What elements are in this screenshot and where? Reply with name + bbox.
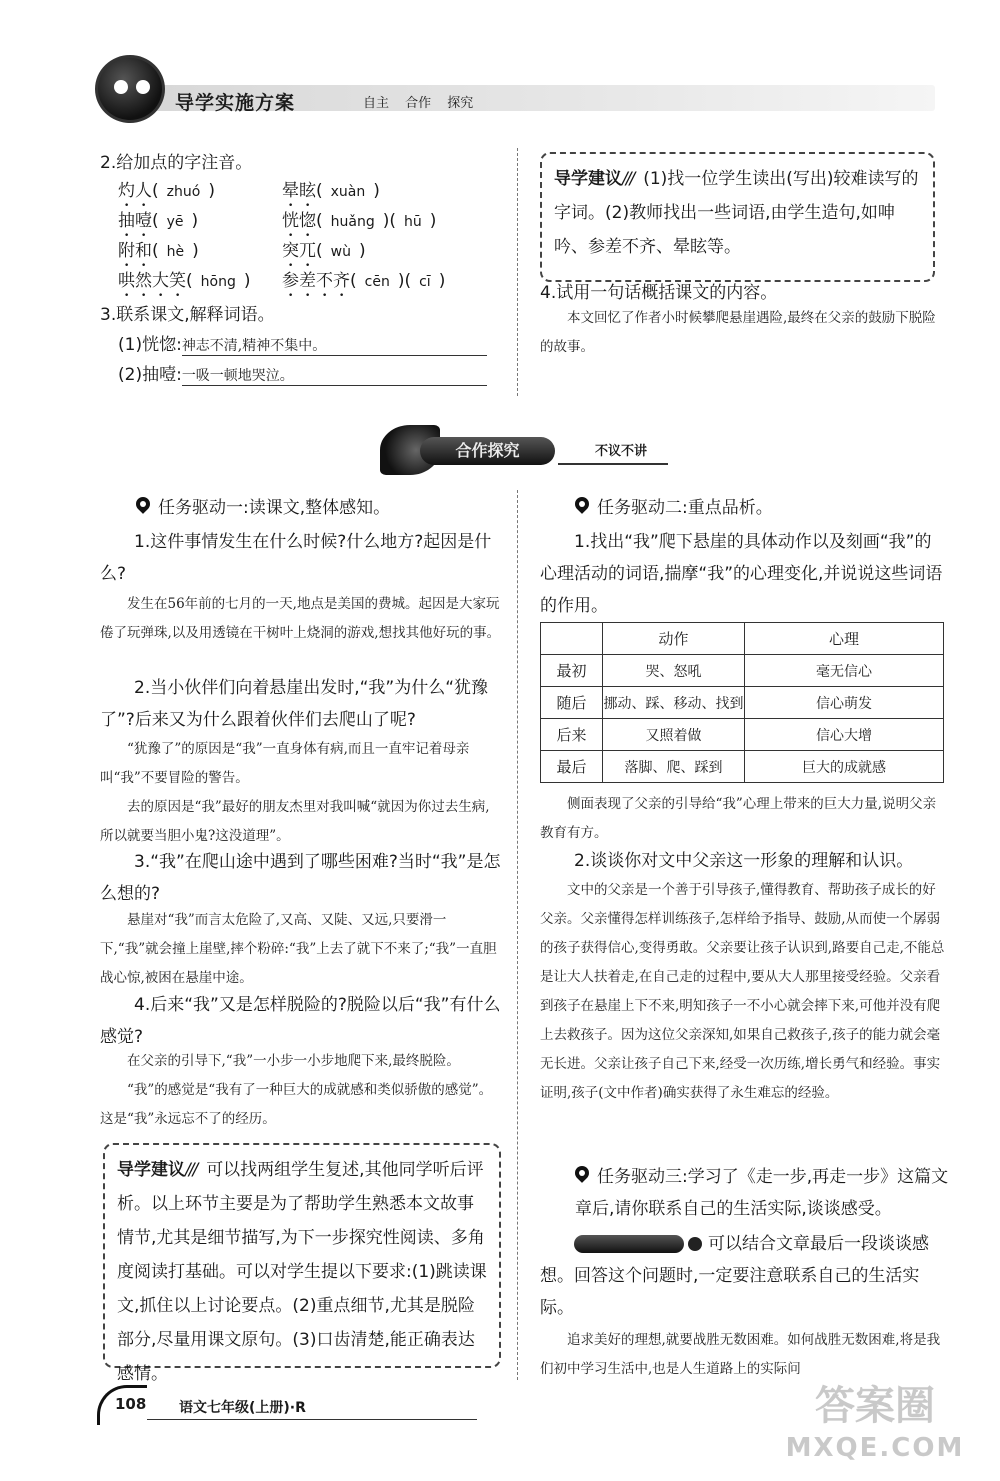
header-subtitle: 自主 合作 探究 (363, 96, 474, 111)
pinyin-value: hè (166, 244, 185, 260)
pinyin-word: 哄然大笑 (118, 271, 186, 291)
pinyin-value: cēn (364, 274, 390, 290)
page-header (95, 55, 955, 125)
q3-item-1 (118, 330, 500, 356)
q3-item-2-label: (2)抽噎: (118, 365, 182, 385)
table-row (541, 751, 944, 783)
pinyin-word: 抽噎 (118, 211, 152, 231)
task3-text: 任务驱动三:学习了《走一步,再走一步》这篇文章后,请你联系自己的生活实际,谈谈感受。 (575, 1167, 949, 1219)
table-cell: 信心萌发 (745, 687, 944, 719)
q3-item-2 (118, 360, 500, 386)
left-a1: 发生在56年前的七月的一天,地点是美国的费城。起因是大家玩倦了玩弹珠,以及用透镜在干树叶上烧洞的游戏,想找其他好玩的事。 (100, 596, 501, 641)
pinyin-item (282, 266, 445, 301)
table-cell: 随后 (541, 687, 603, 719)
pinyin-word: 恍惚 (282, 211, 316, 231)
table-header-row (541, 623, 944, 655)
pinyin-value: wù (330, 244, 351, 260)
analysis-table-body (541, 623, 944, 783)
right-q2: 2.谈谈你对文中父亲这一形象的理解和认识。 (574, 851, 914, 871)
table-header-cell (541, 623, 603, 655)
task2-heading (575, 492, 955, 524)
table-row (541, 687, 944, 719)
watermark-url: MXQE.COM (785, 1433, 965, 1463)
table-cell: 毫无信心 (745, 655, 944, 687)
pinyin-answer: ( zhuó ) (152, 181, 215, 201)
right-q1-after: 侧面表现了父亲的引导给“我”心理上带来的巨大力量,说明父亲教育有方。 (540, 796, 937, 841)
q3-item-1-answer: 神志不清,精神不集中。 (182, 335, 487, 356)
banner-title: 合作探究 (420, 437, 555, 465)
page-footer (97, 1385, 397, 1425)
section-banner (380, 425, 680, 475)
right-q1: 1.找出“我”爬下悬崖的具体动作以及刻画“我”的心理活动的词语,揣摩“我”的心理变化,并说说这些词语的作用。 (540, 532, 943, 616)
table-cell: 最后 (541, 751, 603, 783)
mascot-logo-icon (95, 55, 165, 123)
pinyin-word: 灼人 (118, 181, 152, 201)
hint-badge-icon (574, 1235, 684, 1253)
q3-item-1-label: (1)恍惚: (118, 335, 182, 355)
left-q3: 3.“我”在爬山途中遇到了哪些困难?当时“我”是怎么想的? (100, 852, 501, 904)
task3-heading (575, 1161, 950, 1225)
table-cell: 最初 (541, 655, 603, 687)
hint-line (540, 1228, 945, 1324)
tip-mark-top: /// (622, 169, 634, 189)
pinyin-answer: ( cī ) (404, 271, 446, 291)
left-a4: 在父亲的引导下,“我”一小步一小步地爬下来,最终脱险。 (127, 1053, 460, 1069)
pinyin-answer: ( hū ) (389, 211, 437, 231)
q2-title: 2.给加点的字注音。 (100, 153, 253, 173)
left-a4b: “我”的感觉是“我有了一种巨大的成就感和类似骄傲的感觉”。这是“我”永远忘不了的经历。 (100, 1082, 493, 1127)
banner-underline (558, 463, 668, 465)
table-cell: 巨大的成就感 (745, 751, 944, 783)
task2-text: 任务驱动二:重点品析。 (597, 498, 773, 518)
pinyin-answer: ( huǎng ) (316, 211, 390, 231)
pinyin-value: xuàn (330, 184, 366, 200)
tip-text-left: 可以找两组学生复述,其他同学听后评析。以上环节主要是为了帮助学生熟悉本文故事情节,尤其是细节描写,为下一步探究性阅读、多角度阅读打基础。可以对学生提以下要求:(1)跳读课文,抓住以上讨论要点。(2)重点细节,尤其是脱险部分,尽量用课文原句。(3)口齿清楚,能正确表达感情。 (117, 1160, 487, 1384)
q4-answer: 本文回忆了作者小时候攀爬悬崖遇险,最终在父亲的鼓励下脱险的故事。 (540, 310, 936, 355)
left-a2: “犹豫了”的原因是“我”一直身体有病,而且一直牢记着母亲叫“我”不要冒险的警告。 (100, 741, 470, 786)
q3-item-2-answer: 一吸一顿地哭泣。 (182, 365, 487, 386)
q3-title: 3.联系课文,解释词语。 (100, 305, 275, 325)
analysis-table (540, 622, 944, 783)
pinyin-word: 晕眩 (282, 181, 316, 201)
hint-text: 可以结合文章最后一段谈谈感想。回答这个问题时,一定要注意联系自己的生活实际。 (540, 1234, 929, 1318)
column-divider-top (517, 148, 518, 396)
table-row (541, 655, 944, 687)
table-cell: 落脚、爬、踩到 (603, 751, 745, 783)
pinyin-word: 参差不齐 (282, 271, 350, 291)
page-number: 108 (115, 1395, 147, 1413)
table-cell: 哭、怒吼 (603, 655, 745, 687)
tip-label-left: 导学建议 (117, 1160, 185, 1180)
pinyin-answer: ( hè ) (152, 241, 199, 261)
pinyin-answer: ( wù ) (316, 241, 366, 261)
pinyin-value: hōng (200, 274, 236, 290)
table-cell: 后来 (541, 719, 603, 751)
pinyin-value: huǎng (330, 214, 375, 230)
task1-heading (136, 492, 516, 524)
left-a2b: 去的原因是“我”最好的朋友杰里对我叫喊“就因为你过去生病,所以就要当胆小鬼?这没道理”。 (100, 799, 490, 844)
pinyin-word: 附和 (118, 241, 152, 261)
pinyin-answer: ( hōng ) (186, 271, 251, 291)
header-title: 导学实施方案 (175, 92, 296, 114)
pinyin-value: yē (166, 214, 184, 230)
left-q2: 2.当小伙伴们向着悬崖出发时,“我”为什么“犹豫了”?后来又为什么跟着伙伴们去爬山了呢? (100, 678, 489, 730)
tip-mark-left: /// (185, 1160, 197, 1180)
right-q2-answer: 文中的父亲是一个善于引导孩子,懂得教育、帮助孩子成长的好父亲。父亲懂得怎样训练孩子,怎样给予指导、鼓励,从而使一个孱弱的孩子获得信心,变得勇敢。父亲要让孩子认识到,路要自己走,不能总是让大人扶着走,在自己走的过程中,要从大人那里接受经验。父亲看到孩子在悬崖上下不来,明知孩子一不小心就会摔下来,可他并没有爬上去救孩子。因为这位父亲深知,如果自己救孩子,孩子的能力就会毫无长进。父亲让孩子自己下来,经受一次历练,增长勇气和经验。事实证明,孩子(文中作者)确实获得了永生难忘的经验。 (540, 882, 945, 1101)
table-header-cell: 心理 (745, 623, 944, 655)
right-final-answer: 追求美好的理想,就要战胜无数困难。如何战胜无数困难,将是我们初中学习生活中,也是人生道路上的实际问 (540, 1332, 941, 1377)
pinyin-word: 突兀 (282, 241, 316, 261)
table-header-cell: 动作 (603, 623, 745, 655)
watermark (775, 1385, 975, 1470)
table-row (541, 719, 944, 751)
table-cell: 又照着做 (603, 719, 745, 751)
tip-label-top: 导学建议 (554, 169, 622, 189)
tip-box-left (103, 1143, 501, 1384)
table-cell: 挪动、踩、移动、找到 (603, 687, 745, 719)
location-pin-icon (575, 1166, 589, 1184)
pinyin-value: zhuó (166, 184, 201, 200)
table-cell: 信心大增 (745, 719, 944, 751)
left-q4: 4.后来“我”又是怎样脱险的?脱险以后“我”有什么感觉? (100, 995, 501, 1047)
pinyin-value: cī (419, 274, 431, 290)
column-divider-bottom (517, 490, 518, 1380)
pinyin-value: hū (404, 214, 422, 230)
tip-box-top (540, 152, 935, 282)
pinyin-answer: ( yē ) (152, 211, 199, 231)
watermark-title: 答案圈 (815, 1383, 935, 1429)
pinyin-answer: ( cēn ) (350, 271, 405, 291)
left-a3: 悬崖对“我”而言太危险了,又高、又陡、又远,只要滑一下,“我”就会撞上崖壁,摔个粉碎:“我”上去了就下不来了;“我”一直胆战心惊,被困在悬崖中途。 (100, 912, 497, 986)
q4-title: 4.试用一句话概括课文的内容。 (540, 283, 778, 303)
pinyin-answer: ( xuàn ) (316, 181, 380, 201)
left-q1: 1.这件事情发生在什么时候?什么地方?起因是什么? (100, 532, 492, 584)
heart-icon (688, 1237, 702, 1251)
pinyin-item (118, 266, 250, 301)
footer-line (147, 1419, 477, 1420)
book-title: 语文七年级(上册)·R (179, 1400, 306, 1416)
task1-text: 任务驱动一:读课文,整体感知。 (158, 498, 391, 518)
banner-tag: 不议不讲 (595, 444, 648, 459)
location-pin-icon (575, 497, 589, 515)
location-pin-icon (136, 497, 150, 515)
tip-text-top: (1)找一位学生读出(写出)较难读写的字词。(2)教师找出一些词语,由学生造句,如呻吟、参差不齐、晕眩等。 (554, 169, 919, 257)
